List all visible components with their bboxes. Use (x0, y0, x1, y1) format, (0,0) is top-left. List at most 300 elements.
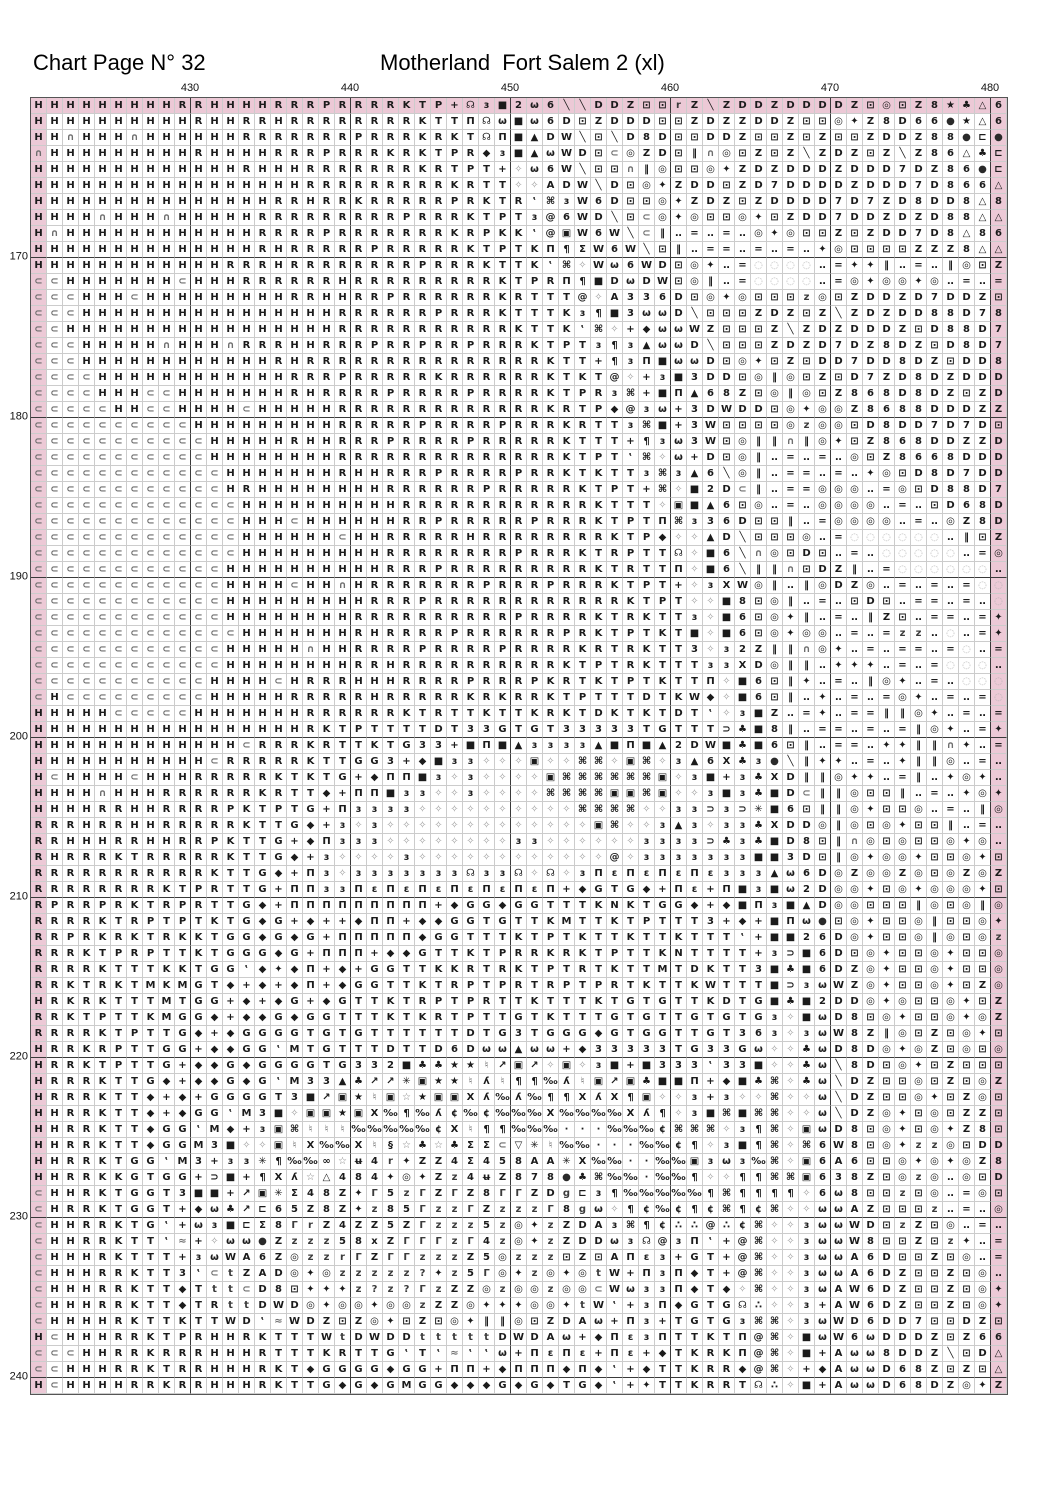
grid-cell: H (47, 754, 63, 770)
grid-cell: ⊂ (63, 594, 79, 610)
grid-cell: R (479, 626, 495, 642)
grid-cell: ‥ (767, 450, 783, 466)
grid-cell: A (255, 1266, 271, 1282)
grid-cell: R (527, 530, 543, 546)
grid-cell: z (527, 1266, 543, 1282)
grid-cell: ⊂ (47, 466, 63, 482)
grid-cell: Ⅹ (623, 1106, 639, 1122)
grid-cell: ε (495, 882, 511, 898)
grid-cell: ɜ (687, 834, 703, 850)
grid-cell: R (319, 274, 335, 290)
grid-cell: H (287, 530, 303, 546)
grid-cell: ◆ (303, 818, 319, 834)
grid-cell: ‥ (767, 482, 783, 498)
grid-cell: z (447, 1170, 463, 1186)
grid-cell: = (895, 642, 911, 658)
grid-cell: R (447, 434, 463, 450)
grid-cell: H (143, 818, 159, 834)
grid-cell: T (671, 978, 687, 994)
grid-cell: H (303, 418, 319, 434)
grid-cell: H (223, 658, 239, 674)
grid-cell: r (671, 98, 687, 114)
grid-cell: R (415, 690, 431, 706)
grid-cell: T (255, 834, 271, 850)
grid-cell: 6 (863, 1298, 879, 1314)
grid-cell: ⊡ (879, 1234, 895, 1250)
grid-cell: T (207, 946, 223, 962)
grid-cell: G (719, 1298, 735, 1314)
grid-cell: D (815, 562, 831, 578)
grid-cell: T (223, 882, 239, 898)
grid-cell: ‥ (927, 770, 943, 786)
grid-cell: ◆ (575, 882, 591, 898)
grid-cell: ▣ (255, 1186, 271, 1202)
grid-cell: T (527, 290, 543, 306)
grid-cell: ⊂ (159, 706, 175, 722)
grid-cell: K (607, 706, 623, 722)
grid-cell: ⊡ (943, 850, 959, 866)
grid-cell: G (687, 1042, 703, 1058)
grid-cell: ✧ (399, 834, 415, 850)
grid-cell: z (351, 1282, 367, 1298)
grid-cell: R (495, 498, 511, 514)
grid-cell: ɜ (495, 866, 511, 882)
grid-cell: ◎ (287, 1266, 303, 1282)
grid-cell: ⊂ (111, 706, 127, 722)
grid-cell: ‰ (575, 1138, 591, 1154)
grid-cell: P (479, 578, 495, 594)
grid-cell: G (143, 1186, 159, 1202)
grid-cell: H (159, 178, 175, 194)
grid-cell: ◆ (815, 1362, 831, 1378)
grid-cell: R (399, 130, 415, 146)
grid-cell: ✦ (815, 754, 831, 770)
grid-cell: ⌘ (655, 482, 671, 498)
grid-cell: M (159, 994, 175, 1010)
grid-cell: T (415, 1026, 431, 1042)
grid-cell: T (415, 722, 431, 738)
grid-cell: H (175, 386, 191, 402)
grid-cell: ⌘ (767, 1122, 783, 1138)
grid-cell: H (383, 674, 399, 690)
grid-cell: H (175, 370, 191, 386)
grid-cell: ◎ (783, 418, 799, 434)
grid-cell: H (63, 1330, 79, 1346)
grid-cell: ✦ (991, 914, 1007, 930)
grid-cell: 3 (623, 290, 639, 306)
grid-cell: ɜ (703, 786, 719, 802)
grid-cell: 6 (447, 1042, 463, 1058)
grid-cell: ⊂ (47, 562, 63, 578)
grid-cell: G (495, 1026, 511, 1042)
grid-cell: ‰ (671, 1154, 687, 1170)
grid-cell: ¢ (431, 1122, 447, 1138)
grid-cell: R (463, 546, 479, 562)
grid-cell: R (527, 610, 543, 626)
grid-cell: ✧ (207, 1234, 223, 1250)
grid-cell: ⊃ (783, 978, 799, 994)
grid-cell: R (463, 466, 479, 482)
grid-cell: ‥ (895, 514, 911, 530)
grid-cell: H (127, 370, 143, 386)
grid-cell: D (255, 1282, 271, 1298)
grid-cell: ◎ (927, 1186, 943, 1202)
grid-cell: T (399, 1042, 415, 1058)
grid-cell: ¶ (751, 1186, 767, 1202)
grid-cell: K (303, 738, 319, 754)
grid-cell: H (63, 242, 79, 258)
grid-cell: Z (463, 1186, 479, 1202)
grid-cell: ✦ (863, 930, 879, 946)
grid-cell: R (447, 418, 463, 434)
grid-cell: R (191, 770, 207, 786)
grid-cell: D (799, 162, 815, 178)
grid-cell: R (127, 1378, 143, 1394)
grid-cell: T (127, 1218, 143, 1234)
grid-cell: Z (351, 1218, 367, 1234)
grid-cell: + (175, 1202, 191, 1218)
grid-cell: ⊂ (63, 370, 79, 386)
grid-cell: ɜ (687, 1090, 703, 1106)
grid-cell: ω (815, 978, 831, 994)
grid-cell: ⊡ (991, 1090, 1007, 1106)
grid-cell: ◌ (975, 578, 991, 594)
grid-cell: = (927, 658, 943, 674)
grid-cell: Π (335, 898, 351, 914)
grid-cell: H (127, 178, 143, 194)
grid-cell: ◆ (447, 1378, 463, 1394)
grid-cell: T (143, 1282, 159, 1298)
grid-cell: ω (543, 1042, 559, 1058)
grid-cell: ✧ (623, 818, 639, 834)
grid-cell: H (239, 610, 255, 626)
grid-cell: ■ (751, 738, 767, 754)
grid-cell: ⊡ (895, 1234, 911, 1250)
grid-cell: H (63, 834, 79, 850)
grid-cell: ⊡ (799, 370, 815, 386)
grid-cell: ‥ (943, 674, 959, 690)
grid-cell: + (719, 1250, 735, 1266)
grid-cell: ✧ (479, 818, 495, 834)
grid-cell: R (431, 194, 447, 210)
grid-cell: T (671, 658, 687, 674)
grid-cell: 7 (991, 482, 1007, 498)
grid-cell: ⊂ (111, 434, 127, 450)
grid-cell: P (175, 1330, 191, 1346)
grid-cell: H (223, 354, 239, 370)
grid-cell: D (671, 706, 687, 722)
grid-cell: R (47, 882, 63, 898)
grid-cell: T (623, 946, 639, 962)
grid-cell: ɜ (639, 466, 655, 482)
grid-cell: ● (255, 1234, 271, 1250)
grid-cell: R (351, 418, 367, 434)
grid-cell: ɜ (511, 834, 527, 850)
grid-cell: G (223, 946, 239, 962)
grid-cell: ⌘ (559, 770, 575, 786)
grid-cell: Z (463, 1250, 479, 1266)
grid-cell: + (671, 1250, 687, 1266)
grid-cell: T (575, 338, 591, 354)
grid-cell: 8 (847, 1010, 863, 1026)
grid-cell: R (719, 1362, 735, 1378)
grid-cell: ⊡ (911, 962, 927, 978)
grid-cell: H (287, 562, 303, 578)
grid-cell: R (543, 274, 559, 290)
grid-cell: P (111, 946, 127, 962)
grid-cell: ⊂ (79, 482, 95, 498)
grid-cell: + (815, 1378, 831, 1394)
grid-cell: ◆ (271, 994, 287, 1010)
grid-cell: Ⅹ (447, 1122, 463, 1138)
grid-cell: D (591, 98, 607, 114)
grid-cell: ■ (767, 914, 783, 930)
grid-cell: ▣ (351, 1106, 367, 1122)
grid-cell: ⊡ (879, 930, 895, 946)
grid-cell: K (543, 386, 559, 402)
grid-cell: ✧ (655, 802, 671, 818)
grid-cell: T (527, 962, 543, 978)
grid-cell: r (383, 1154, 399, 1170)
grid-cell: ◎ (879, 1138, 895, 1154)
grid-cell: ✦ (895, 1042, 911, 1058)
grid-cell: ◌ (767, 258, 783, 274)
grid-cell: W (591, 258, 607, 274)
grid-cell: 3 (703, 514, 719, 530)
grid-cell: ★ (415, 1090, 431, 1106)
grid-cell: 3 (703, 914, 719, 930)
grid-cell: T (255, 818, 271, 834)
grid-cell: P (431, 562, 447, 578)
grid-cell: Z (783, 146, 799, 162)
grid-cell: R (447, 354, 463, 370)
grid-cell: ɜ (735, 818, 751, 834)
grid-cell: ‖ (911, 738, 927, 754)
grid-cell: Z (479, 1202, 495, 1218)
grid-cell: H (111, 258, 127, 274)
grid-cell: K (527, 242, 543, 258)
grid-cell: T (415, 962, 431, 978)
grid-cell: R (175, 786, 191, 802)
grid-cell: D (863, 290, 879, 306)
grid-cell: T (319, 1058, 335, 1074)
grid-cell: T (607, 626, 623, 642)
grid-cell: H (31, 1058, 47, 1074)
grid-cell: ‥ (927, 514, 943, 530)
grid-cell: + (687, 450, 703, 466)
grid-cell: H (367, 498, 383, 514)
grid-cell: T (575, 978, 591, 994)
grid-cell: ■ (799, 962, 815, 978)
grid-cell: K (607, 578, 623, 594)
grid-cell: 6 (991, 1330, 1007, 1346)
grid-cell: 2 (383, 1058, 399, 1074)
grid-cell: P (511, 546, 527, 562)
grid-cell: ‰ (383, 1106, 399, 1122)
grid-cell: 8 (991, 306, 1007, 322)
grid-cell: ‖ (879, 258, 895, 274)
grid-cell: = (799, 482, 815, 498)
grid-cell: G (239, 930, 255, 946)
grid-cell: ◆ (335, 978, 351, 994)
grid-cell: R (95, 1042, 111, 1058)
grid-cell: 6 (975, 1330, 991, 1346)
grid-cell: G (447, 914, 463, 930)
grid-cell: ⊂ (95, 434, 111, 450)
grid-cell: ‥ (799, 514, 815, 530)
grid-cell: ⊡ (847, 418, 863, 434)
grid-cell: R (447, 450, 463, 466)
grid-cell: H (271, 594, 287, 610)
grid-cell: A (543, 178, 559, 194)
grid-cell: R (607, 594, 623, 610)
grid-cell: D (847, 210, 863, 226)
grid-cell: + (351, 770, 367, 786)
grid-cell: ⊂ (79, 466, 95, 482)
grid-cell: ■ (735, 882, 751, 898)
grid-cell: T (671, 610, 687, 626)
grid-cell: P (127, 1026, 143, 1042)
grid-cell: ⊂ (143, 498, 159, 514)
grid-cell: H (111, 354, 127, 370)
grid-cell: ╲ (943, 1346, 959, 1362)
grid-cell: R (383, 690, 399, 706)
grid-cell: K (463, 690, 479, 706)
grid-cell: T (207, 930, 223, 946)
grid-cell: ⌘ (591, 786, 607, 802)
grid-cell: T (223, 914, 239, 930)
grid-cell: ◎ (895, 834, 911, 850)
grid-cell: R (383, 402, 399, 418)
grid-cell: R (719, 1378, 735, 1394)
grid-cell: ◎ (975, 1266, 991, 1282)
grid-cell: ▣ (639, 1090, 655, 1106)
grid-cell: ɜ (335, 818, 351, 834)
grid-cell: ✧ (495, 802, 511, 818)
grid-cell: H (319, 626, 335, 642)
grid-cell: T (111, 1106, 127, 1122)
grid-cell: D (671, 306, 687, 322)
grid-cell: ╲ (607, 130, 623, 146)
grid-cell: H (271, 642, 287, 658)
grid-cell: P (543, 578, 559, 594)
grid-cell: R (543, 466, 559, 482)
grid-cell: ◎ (927, 898, 943, 914)
grid-cell: ◎ (831, 498, 847, 514)
grid-cell: ɜ (559, 194, 575, 210)
grid-cell: Z (687, 114, 703, 130)
grid-cell: ■ (799, 946, 815, 962)
grid-cell: R (527, 642, 543, 658)
grid-cell: R (111, 866, 127, 882)
grid-cell: 3 (751, 962, 767, 978)
grid-cell: ɜ (463, 754, 479, 770)
grid-cell: ⌘ (751, 1106, 767, 1122)
grid-cell: Π (399, 770, 415, 786)
grid-cell: 8 (847, 1138, 863, 1154)
grid-cell: ɜ (671, 802, 687, 818)
grid-cell: ◎ (735, 354, 751, 370)
grid-cell: K (143, 1330, 159, 1346)
grid-cell: ◎ (303, 1298, 319, 1314)
grid-cell: T (335, 1010, 351, 1026)
grid-cell: T (447, 722, 463, 738)
grid-cell: R (495, 402, 511, 418)
grid-cell: G (159, 1042, 175, 1058)
grid-cell: ◆ (239, 1074, 255, 1090)
grid-cell: H (31, 178, 47, 194)
grid-cell: ⊡ (639, 98, 655, 114)
grid-cell: R (335, 690, 351, 706)
grid-cell: H (47, 210, 63, 226)
grid-cell: W (607, 226, 623, 242)
grid-cell: ω (687, 354, 703, 370)
grid-cell: K (671, 930, 687, 946)
grid-cell: D (943, 402, 959, 418)
grid-cell: ⊂ (191, 690, 207, 706)
grid-cell: R (175, 1362, 191, 1378)
grid-cell: ⊂ (111, 674, 127, 690)
grid-cell: @ (607, 850, 623, 866)
grid-cell: ‥ (831, 626, 847, 642)
grid-cell: H (223, 1346, 239, 1362)
grid-cell: H (303, 562, 319, 578)
grid-cell: ⊡ (911, 1202, 927, 1218)
grid-cell: ω (671, 322, 687, 338)
grid-cell: H (159, 114, 175, 130)
grid-cell: Ⅹ (767, 818, 783, 834)
grid-cell: ɜ (655, 1250, 671, 1266)
grid-cell: T (639, 930, 655, 946)
grid-cell: ♣ (575, 1170, 591, 1186)
grid-cell: K (271, 770, 287, 786)
grid-cell: ⊂ (639, 210, 655, 226)
grid-cell: ◌ (799, 258, 815, 274)
grid-cell: z (911, 1138, 927, 1154)
grid-cell: ◆ (399, 946, 415, 962)
grid-cell: R (575, 626, 591, 642)
grid-cell: ✧ (783, 1058, 799, 1074)
grid-cell: H (31, 1106, 47, 1122)
grid-cell: M (207, 1122, 223, 1138)
grid-cell: ⊂ (127, 482, 143, 498)
grid-cell: R (271, 738, 287, 754)
grid-cell: z (495, 1202, 511, 1218)
grid-cell: T (639, 946, 655, 962)
grid-cell: H (255, 290, 271, 306)
grid-cell: ◎ (927, 1170, 943, 1186)
grid-cell: R (431, 434, 447, 450)
grid-cell: H (207, 354, 223, 370)
grid-cell: ¶ (623, 1090, 639, 1106)
grid-cell: ■ (719, 626, 735, 642)
grid-cell: A (847, 1202, 863, 1218)
grid-cell: K (479, 258, 495, 274)
grid-cell: + (447, 98, 463, 114)
grid-cell: R (415, 242, 431, 258)
grid-cell: R (303, 178, 319, 194)
grid-cell: Z (575, 1250, 591, 1266)
grid-cell: ⊡ (735, 146, 751, 162)
grid-cell: R (543, 978, 559, 994)
grid-cell: T (559, 386, 575, 402)
grid-cell: ω (815, 1202, 831, 1218)
grid-cell: ✦ (831, 754, 847, 770)
grid-cell: ◆ (383, 1362, 399, 1378)
grid-cell: K (543, 914, 559, 930)
grid-cell: ⊂ (47, 642, 63, 658)
grid-cell: H (95, 162, 111, 178)
